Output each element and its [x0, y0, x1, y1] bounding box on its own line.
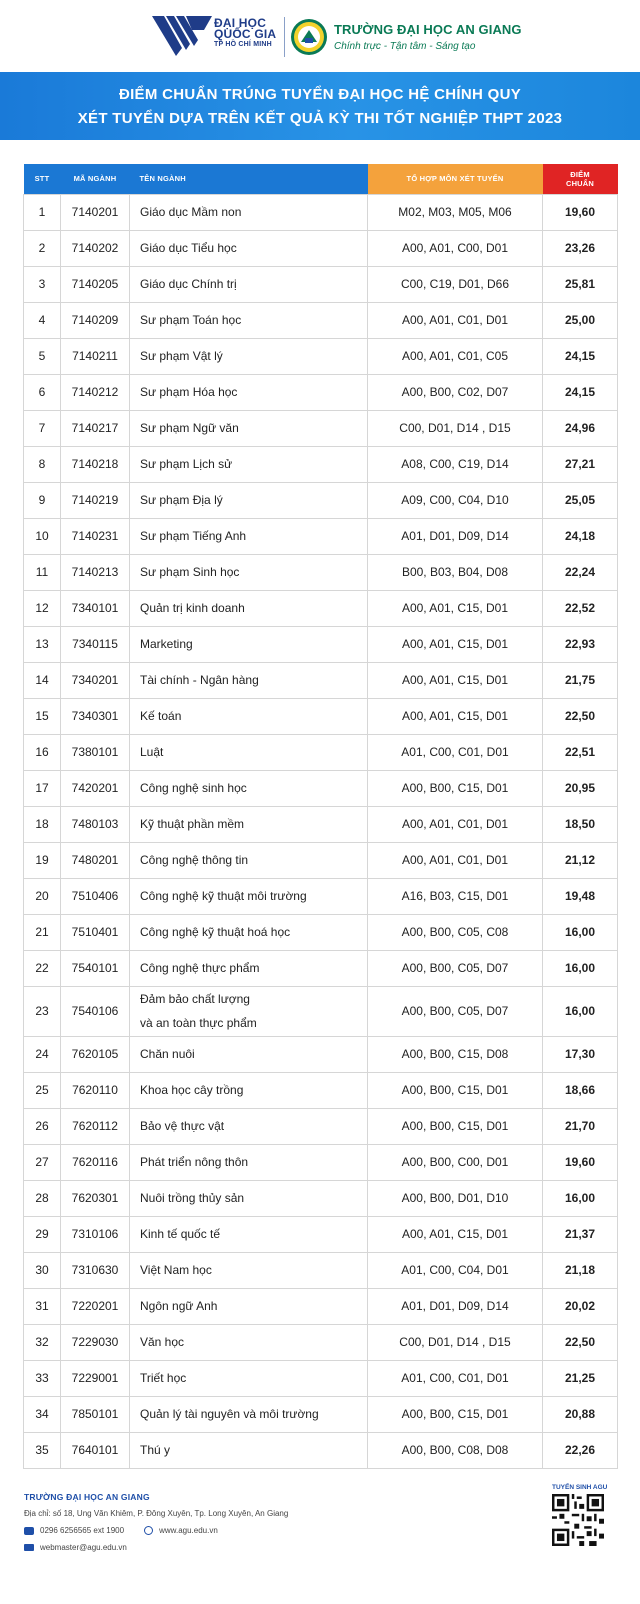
- row-combo: A00, B00, D01, D10: [368, 1180, 543, 1216]
- row-score: 25,81: [543, 266, 618, 302]
- table-row: [24, 770, 618, 806]
- row-combo: A00, B00, C15, D01: [368, 1072, 543, 1108]
- row-name: Nuôi trồng thủy sản: [130, 1180, 368, 1216]
- footer-website[interactable]: www.agu.edu.vn: [159, 1526, 218, 1535]
- row-code: 7380101: [61, 734, 130, 770]
- header-score-line2: CHUẨN: [565, 178, 595, 188]
- header-score-line1: ĐIỂM: [570, 169, 590, 179]
- agu-seal-icon: [290, 18, 328, 56]
- row-stt: 35: [24, 1432, 61, 1468]
- row-combo: A01, C00, C01, D01: [368, 1360, 543, 1396]
- table-row: [24, 1288, 618, 1324]
- footer-email[interactable]: webmaster@agu.edu.vn: [40, 1543, 127, 1552]
- row-name: Sư phạm Tiếng Anh: [130, 518, 368, 554]
- row-name: Công nghệ kỹ thuật môi trường: [130, 878, 368, 914]
- row-name: Giáo dục Tiểu học: [130, 230, 368, 266]
- row-name: Sư phạm Hóa học: [130, 374, 368, 410]
- table-row: [24, 338, 618, 374]
- row-combo: A00, B00, C15, D01: [368, 1396, 543, 1432]
- table-row: [24, 374, 618, 410]
- row-code: 7229030: [61, 1324, 130, 1360]
- table-row: [24, 1252, 618, 1288]
- row-stt: 28: [24, 1180, 61, 1216]
- row-stt: 1: [24, 194, 61, 230]
- table-header-row: [24, 164, 618, 194]
- table-row: [24, 1072, 618, 1108]
- row-stt: 29: [24, 1216, 61, 1252]
- row-combo: A00, A01, C15, D01: [368, 590, 543, 626]
- row-score: 19,48: [543, 878, 618, 914]
- footer-contact-row: [24, 1526, 218, 1535]
- row-combo: A00, A01, C15, D01: [368, 662, 543, 698]
- vnu-line3: TP HỒ CHÍ MINH: [214, 41, 272, 48]
- row-score: 22,26: [543, 1432, 618, 1468]
- table-row: [24, 950, 618, 986]
- row-name: Việt Nam học: [130, 1252, 368, 1288]
- row-combo: A09, C00, C04, D10: [368, 482, 543, 518]
- page-footer: [0, 1480, 640, 1604]
- row-code: 7340201: [61, 662, 130, 698]
- row-stt: 15: [24, 698, 61, 734]
- row-score: 24,18: [543, 518, 618, 554]
- row-score: 21,18: [543, 1252, 618, 1288]
- row-score: 22,51: [543, 734, 618, 770]
- row-code: 7140218: [61, 446, 130, 482]
- row-stt: 11: [24, 554, 61, 590]
- row-stt: 2: [24, 230, 61, 266]
- row-code: 7340301: [61, 698, 130, 734]
- table-row: [24, 914, 618, 950]
- header-score: [543, 164, 618, 194]
- row-name: Kỹ thuật phần mềm: [130, 806, 368, 842]
- row-stt: 24: [24, 1036, 61, 1072]
- row-code: 7140217: [61, 410, 130, 446]
- table-row: [24, 554, 618, 590]
- footer-title: TRƯỜNG ĐẠI HỌC AN GIANG: [24, 1492, 150, 1502]
- header-stt: STT: [24, 164, 61, 194]
- row-name: Sư phạm Lịch sử: [130, 446, 368, 482]
- table-row: [24, 1216, 618, 1252]
- row-name: Sư phạm Địa lý: [130, 482, 368, 518]
- row-combo: A00, A01, C15, D01: [368, 698, 543, 734]
- row-code: 7229001: [61, 1360, 130, 1396]
- row-stt: 17: [24, 770, 61, 806]
- row-stt: 30: [24, 1252, 61, 1288]
- row-code: 7140213: [61, 554, 130, 590]
- row-combo: A00, B00, C05, D07: [368, 986, 543, 1036]
- row-stt: 25: [24, 1072, 61, 1108]
- globe-icon: [144, 1526, 153, 1535]
- table-row: [24, 1432, 618, 1468]
- mail-icon: [24, 1544, 34, 1551]
- row-stt: 8: [24, 446, 61, 482]
- qr-code-icon[interactable]: [552, 1494, 604, 1546]
- row-stt: 6: [24, 374, 61, 410]
- row-name: Giáo dục Chính trị: [130, 266, 368, 302]
- row-code: 7510406: [61, 878, 130, 914]
- phone-icon: [24, 1527, 34, 1535]
- row-stt: 21: [24, 914, 61, 950]
- table-row: [24, 230, 618, 266]
- row-code: 7510401: [61, 914, 130, 950]
- row-code: 7140219: [61, 482, 130, 518]
- table-row: [24, 734, 618, 770]
- row-code: 7640101: [61, 1432, 130, 1468]
- row-name: Giáo dục Mầm non: [130, 194, 368, 230]
- row-score: 16,00: [543, 914, 618, 950]
- row-code: 7420201: [61, 770, 130, 806]
- row-score: 24,96: [543, 410, 618, 446]
- row-combo: A00, B00, C15, D01: [368, 770, 543, 806]
- row-score: 24,15: [543, 338, 618, 374]
- table-row: [24, 1144, 618, 1180]
- row-stt: 31: [24, 1288, 61, 1324]
- row-combo: A00, A01, C01, D01: [368, 842, 543, 878]
- row-code: 7140212: [61, 374, 130, 410]
- row-code: 7140231: [61, 518, 130, 554]
- row-stt: 14: [24, 662, 61, 698]
- row-combo: C00, D01, D14 , D15: [368, 1324, 543, 1360]
- table-body: [24, 194, 618, 1468]
- row-combo: C00, C19, D01, D66: [368, 266, 543, 302]
- row-code: 7140205: [61, 266, 130, 302]
- row-code: 7340101: [61, 590, 130, 626]
- row-combo: A00, B00, C05, D07: [368, 950, 543, 986]
- footer-email-row: [24, 1543, 127, 1552]
- row-score: 22,24: [543, 554, 618, 590]
- table-row: [24, 842, 618, 878]
- row-combo: A00, B00, C15, D01: [368, 1108, 543, 1144]
- row-name: Kinh tế quốc tế: [130, 1216, 368, 1252]
- row-combo: A01, C00, C04, D01: [368, 1252, 543, 1288]
- row-combo: M02, M03, M05, M06: [368, 194, 543, 230]
- row-name: Tài chính - Ngân hàng: [130, 662, 368, 698]
- row-code: 7620105: [61, 1036, 130, 1072]
- table-row: [24, 266, 618, 302]
- row-combo: A00, A01, C01, D01: [368, 302, 543, 338]
- table-row: [24, 1324, 618, 1360]
- row-stt: 18: [24, 806, 61, 842]
- row-name: Công nghệ thực phẩm: [130, 950, 368, 986]
- row-score: 23,26: [543, 230, 618, 266]
- row-name: Quản trị kinh doanh: [130, 590, 368, 626]
- row-code: 7310630: [61, 1252, 130, 1288]
- row-code: 7850101: [61, 1396, 130, 1432]
- row-score: 19,60: [543, 194, 618, 230]
- row-name: Bảo vệ thực vật: [130, 1108, 368, 1144]
- vnu-line2: QUỐC GIA: [214, 27, 277, 41]
- row-combo: A08, C00, C19, D14: [368, 446, 543, 482]
- table-row: [24, 302, 618, 338]
- qr-label: TUYỂN SINH AGU: [552, 1484, 608, 1491]
- vnu-logo-icon: [152, 16, 212, 56]
- row-name: Luật: [130, 734, 368, 770]
- row-score: 20,02: [543, 1288, 618, 1324]
- row-score: 22,50: [543, 1324, 618, 1360]
- row-name: Khoa học cây trồng: [130, 1072, 368, 1108]
- row-score: 22,52: [543, 590, 618, 626]
- row-code: 7480103: [61, 806, 130, 842]
- row-combo: B00, B03, B04, D08: [368, 554, 543, 590]
- row-combo: A00, A01, C00, D01: [368, 230, 543, 266]
- row-stt: 32: [24, 1324, 61, 1360]
- row-code: 7620301: [61, 1180, 130, 1216]
- table-row: [24, 806, 618, 842]
- table-row: [24, 1180, 618, 1216]
- school-slogan: Chính trực - Tận tâm - Sáng tạo: [334, 41, 476, 52]
- row-score: 21,12: [543, 842, 618, 878]
- row-score: 16,00: [543, 950, 618, 986]
- row-combo: A00, A01, C15, D01: [368, 626, 543, 662]
- header-divider: [284, 17, 285, 57]
- row-combo: A00, A01, C01, C05: [368, 338, 543, 374]
- table-row: [24, 878, 618, 914]
- row-name: Chăn nuôi: [130, 1036, 368, 1072]
- page-header: [0, 0, 640, 72]
- header-code: MÃ NGÀNH: [61, 164, 130, 194]
- row-name: [130, 986, 368, 1036]
- row-name: Công nghệ kỹ thuật hoá học: [130, 914, 368, 950]
- row-combo: A01, D01, D09, D14: [368, 518, 543, 554]
- row-name: Kế toán: [130, 698, 368, 734]
- school-name: TRƯỜNG ĐẠI HỌC AN GIANG: [334, 22, 522, 37]
- table-row: [24, 482, 618, 518]
- row-score: 22,93: [543, 626, 618, 662]
- row-combo: A00, B00, C05, C08: [368, 914, 543, 950]
- table-row: [24, 662, 618, 698]
- row-name: Văn học: [130, 1324, 368, 1360]
- row-score: 19,60: [543, 1144, 618, 1180]
- row-stt: 16: [24, 734, 61, 770]
- row-stt: 13: [24, 626, 61, 662]
- table-row: [24, 518, 618, 554]
- row-stt: 10: [24, 518, 61, 554]
- row-name-line1: Đảm bảo chất lượng: [140, 992, 250, 1006]
- row-name: Thú y: [130, 1432, 368, 1468]
- row-score: 21,37: [543, 1216, 618, 1252]
- header-combo: TỔ HỢP MÔN XÉT TUYỂN: [368, 164, 543, 194]
- row-name: Quản lý tài nguyên và môi trường: [130, 1396, 368, 1432]
- row-score: 18,66: [543, 1072, 618, 1108]
- row-name: Sư phạm Vật lý: [130, 338, 368, 374]
- row-stt: 3: [24, 266, 61, 302]
- row-stt: 33: [24, 1360, 61, 1396]
- row-score: 24,15: [543, 374, 618, 410]
- row-code: 7340115: [61, 626, 130, 662]
- row-stt: 26: [24, 1108, 61, 1144]
- row-combo: A00, A01, C15, D01: [368, 1216, 543, 1252]
- row-stt: 7: [24, 410, 61, 446]
- row-score: 20,88: [543, 1396, 618, 1432]
- row-name: Công nghệ sinh học: [130, 770, 368, 806]
- table-row: [24, 1396, 618, 1432]
- banner-title-line1: ĐIỂM CHUẨN TRÚNG TUYỂN ĐẠI HỌC HỆ CHÍNH QUY: [118, 86, 522, 103]
- row-combo: A00, B00, C08, D08: [368, 1432, 543, 1468]
- row-name: Marketing: [130, 626, 368, 662]
- row-score: 22,50: [543, 698, 618, 734]
- row-score: 16,00: [543, 986, 618, 1036]
- table-row: [24, 626, 618, 662]
- table-row: [24, 1108, 618, 1144]
- row-code: 7540106: [61, 986, 130, 1036]
- row-combo: A00, A01, C01, D01: [368, 806, 543, 842]
- row-score: 16,00: [543, 1180, 618, 1216]
- vnu-name: [214, 18, 276, 50]
- row-code: 7620110: [61, 1072, 130, 1108]
- header-name: TÊN NGÀNH: [130, 164, 368, 194]
- row-name: Sư phạm Ngữ văn: [130, 410, 368, 446]
- table-row: [24, 590, 618, 626]
- row-score: 21,70: [543, 1108, 618, 1144]
- table-row: [24, 194, 618, 230]
- row-code: 7310106: [61, 1216, 130, 1252]
- row-score: 18,50: [543, 806, 618, 842]
- row-score: 20,95: [543, 770, 618, 806]
- row-code: 7220201: [61, 1288, 130, 1324]
- row-score: 21,75: [543, 662, 618, 698]
- row-code: 7140201: [61, 194, 130, 230]
- row-stt: 19: [24, 842, 61, 878]
- row-stt: 9: [24, 482, 61, 518]
- row-score: 25,00: [543, 302, 618, 338]
- row-name: Sư phạm Sinh học: [130, 554, 368, 590]
- row-score: 17,30: [543, 1036, 618, 1072]
- row-name: Phát triển nông thôn: [130, 1144, 368, 1180]
- row-stt: 12: [24, 590, 61, 626]
- row-name-line2: và an toàn thực phẩm: [140, 1016, 257, 1030]
- row-code: 7140211: [61, 338, 130, 374]
- table-row: [24, 446, 618, 482]
- row-combo: A01, C00, C01, D01: [368, 734, 543, 770]
- row-score: 25,05: [543, 482, 618, 518]
- footer-address: Địa chỉ: số 18, Ung Văn Khiêm, P. Đông Xuyên, Tp. Long Xuyên, An Giang: [24, 1509, 289, 1518]
- row-code: 7620116: [61, 1144, 130, 1180]
- title-banner: [0, 72, 640, 140]
- score-table: [23, 164, 618, 1469]
- row-combo: A00, B00, C00, D01: [368, 1144, 543, 1180]
- row-combo: A00, B00, C15, D08: [368, 1036, 543, 1072]
- row-score: 21,25: [543, 1360, 618, 1396]
- footer-phone: 0296 6256565 ext 1900: [40, 1526, 125, 1535]
- row-combo: A01, D01, D09, D14: [368, 1288, 543, 1324]
- table-row: [24, 410, 618, 446]
- row-code: 7480201: [61, 842, 130, 878]
- row-stt: 22: [24, 950, 61, 986]
- row-name: Ngôn ngữ Anh: [130, 1288, 368, 1324]
- row-name: Công nghệ thông tin: [130, 842, 368, 878]
- row-stt: 4: [24, 302, 61, 338]
- table-row: [24, 1036, 618, 1072]
- row-stt: 27: [24, 1144, 61, 1180]
- row-code: 7140209: [61, 302, 130, 338]
- banner-title-line2: XÉT TUYỂN DỰA TRÊN KẾT QUẢ KỲ THI TỐT NGHIỆP THPT 2023: [77, 110, 563, 127]
- row-combo: C00, D01, D14 , D15: [368, 410, 543, 446]
- row-stt: 20: [24, 878, 61, 914]
- row-score: 27,21: [543, 446, 618, 482]
- row-stt: 34: [24, 1396, 61, 1432]
- row-combo: A16, B03, C15, D01: [368, 878, 543, 914]
- row-code: 7140202: [61, 230, 130, 266]
- row-code: 7620112: [61, 1108, 130, 1144]
- vnu-line1: ĐẠI HỌC: [214, 16, 267, 30]
- table-row: [24, 1360, 618, 1396]
- row-combo: A00, B00, C02, D07: [368, 374, 543, 410]
- row-code: 7540101: [61, 950, 130, 986]
- row-name: Triết học: [130, 1360, 368, 1396]
- row-name: Sư phạm Toán học: [130, 302, 368, 338]
- row-stt: 23: [24, 986, 61, 1036]
- table-row: [24, 698, 618, 734]
- table-row: [24, 986, 618, 1036]
- row-stt: 5: [24, 338, 61, 374]
